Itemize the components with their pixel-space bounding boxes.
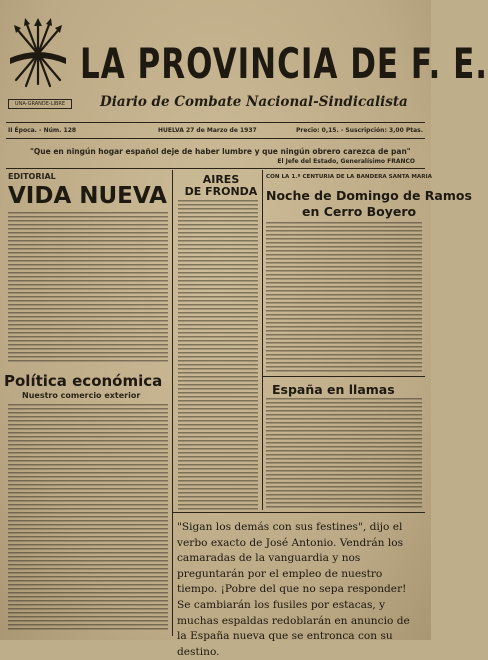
dateline-place-date: HUELVA 27 de Marzo de 1937	[158, 127, 257, 134]
masthead-subtitle: Diario de Combate Nacional-Sindicalista	[100, 94, 408, 110]
economy-subhead: Nuestro comercio exterior	[22, 391, 141, 400]
franco-quote: "Que en ningún hogar español deje de haber lumbre y que ningún obrero carezca de pan"	[30, 147, 411, 156]
cerro-headline-2: en Cerro Boyero	[302, 204, 417, 219]
editorial-body	[8, 212, 168, 364]
top-rule	[6, 122, 425, 123]
aires-headline-bottom: DE FRONDA	[184, 185, 258, 198]
centuria-kicker: CON LA 1.ª CENTURIA DE LA BANDERA SANTA MARIA	[266, 174, 432, 180]
espana-headline: España en llamas	[272, 382, 395, 397]
editorial-label: EDITORIAL	[8, 172, 56, 181]
editorial-headline: VIDA NUEVA	[8, 183, 167, 209]
aires-body	[178, 200, 258, 512]
quote-source: El Jefe del Estado, Generalísimo FRANCO	[277, 158, 415, 165]
espana-body	[266, 398, 422, 510]
quote-rule	[6, 168, 425, 169]
dateline-epoca: II Época. - Núm. 128	[8, 127, 77, 134]
closing-paragraph: "Sigan los demás con sus festines", dijo el verbo exacto de José Antonio. Vendrán los camaradas de la vanguardia y nos preguntarán por el empleo de nuestro tiempo. ¡Pobre del que no sepa responder! Se cambiarán los fusiles por estacas, y muchas espaldas redoblarán en anuncio de la España nueva que se entronca con su destino.	[177, 521, 410, 658]
column-divider-2	[262, 170, 263, 510]
masthead-badge: UNA-GRANDE-LIBRE	[8, 99, 72, 109]
economy-headline: Política económica	[4, 372, 163, 390]
cerro-headline-1: Noche de Domingo de Ramos	[266, 188, 472, 203]
economy-body	[8, 404, 168, 630]
dateline	[8, 127, 425, 137]
dateline-price: Precio: 0,15. - Suscripción: 3,00 Ptas.	[296, 127, 423, 134]
yoke-and-arrows-icon	[6, 18, 70, 90]
cerro-body	[266, 222, 422, 374]
closing-rule	[172, 512, 425, 513]
masthead-title: LA PROVINCIA DE F. E.	[80, 40, 488, 89]
column-divider-1	[172, 170, 173, 636]
aires-headline-top: AIRES	[202, 173, 240, 186]
dateline-rule	[6, 138, 425, 139]
right-section-rule	[262, 376, 425, 377]
